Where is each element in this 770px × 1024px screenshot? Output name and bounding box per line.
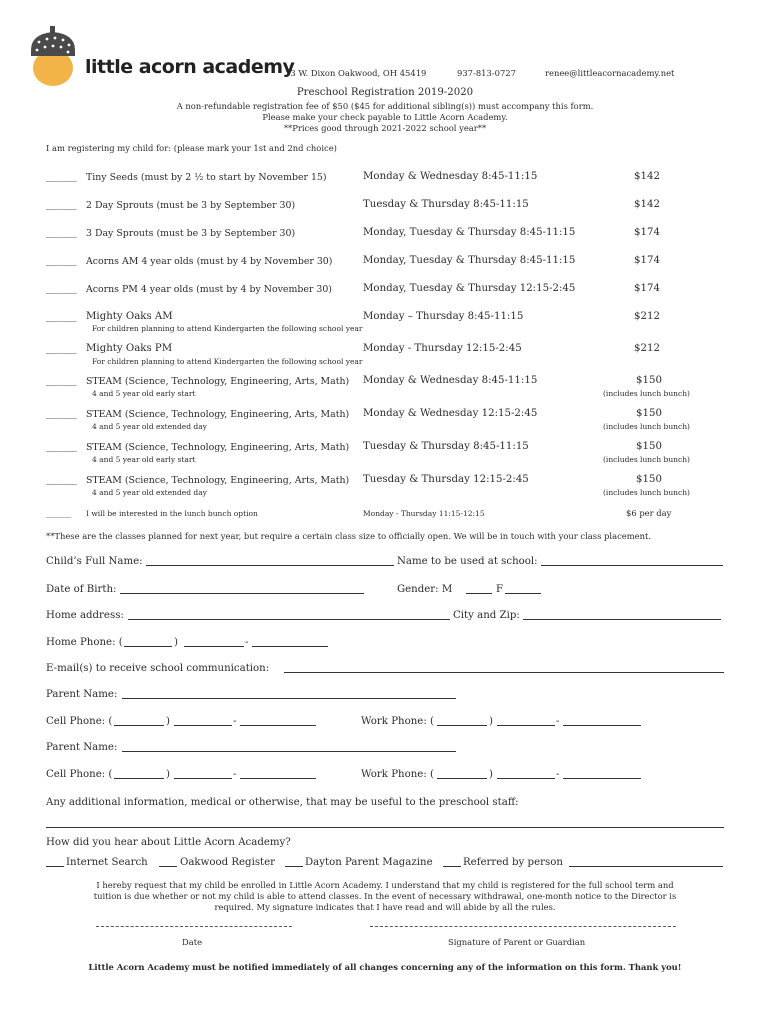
program-blank[interactable]: ______ xyxy=(46,255,77,266)
program-sub: 4 and 5 year old early start xyxy=(92,455,196,464)
program-price-note: (includes lunch bunch) xyxy=(603,422,690,431)
work-phone-prefix-2[interactable] xyxy=(497,769,555,779)
program-blank[interactable]: ______ xyxy=(46,441,77,452)
referred-by-field[interactable] xyxy=(569,857,723,867)
email-label: E-mail(s) to receive school communication: xyxy=(46,663,270,674)
choice-prompt: I am registering my child for: (please mark your 1st and 2nd choice) xyxy=(46,143,337,153)
program-sub: 4 and 5 year old extended day xyxy=(92,488,207,497)
work-phone-label-2: Work Phone: ( xyxy=(361,769,434,780)
classes-note: **These are the classes planned for next year, but require a certain class size to officially open. We will be in touch with your class placement. xyxy=(46,531,652,541)
program-price-note: (includes lunch bunch) xyxy=(603,389,690,398)
program-schedule: Monday - Thursday 12:15-2:45 xyxy=(363,343,522,354)
program-blank[interactable]: ______ xyxy=(46,375,77,386)
cell-phone-line-1[interactable] xyxy=(240,716,316,726)
program-name: 2 Day Sprouts (must be 3 by September 30) xyxy=(86,200,296,211)
program-sub: For children planning to attend Kindergarten the following school year xyxy=(92,324,363,333)
agreement-line-2: tuition is due whether or not my child is able to attend classes. In the event of necessary withdrawal, one-month notice to the Director is xyxy=(93,891,677,901)
referred-label: Referred by person xyxy=(463,857,563,868)
program-price: $174 xyxy=(634,255,660,266)
how-hear-label: How did you hear about Little Acorn Academy? xyxy=(46,837,291,848)
program-name: STEAM (Science, Technology, Engineering, Arts, Math) xyxy=(86,475,350,486)
program-blank[interactable]: ______ xyxy=(46,474,77,485)
cell-phone-label-2: Cell Phone: ( xyxy=(46,769,113,780)
cell-phone-dash-2: - xyxy=(233,769,237,780)
school-name-field[interactable] xyxy=(541,556,723,566)
program-price: $150 xyxy=(636,441,662,452)
program-schedule: Monday & Wednesday 8:45-11:15 xyxy=(363,375,538,386)
school-name-label: Name to be used at school: xyxy=(397,556,538,567)
oakwood-register-label: Oakwood Register xyxy=(180,857,276,868)
program-blank[interactable]: ______ xyxy=(46,408,77,419)
program-price-note: (includes lunch bunch) xyxy=(603,455,690,464)
program-price: $150 xyxy=(636,474,662,485)
program-price: $212 xyxy=(634,311,660,322)
program-price: $174 xyxy=(634,227,660,238)
parent-name-label-2: Parent Name: xyxy=(46,742,118,753)
work-phone-dash-2: - xyxy=(556,769,560,780)
logo-text: little acorn academy xyxy=(85,56,295,78)
program-price: $150 xyxy=(636,375,662,386)
program-sub: 4 and 5 year old early start xyxy=(92,389,196,398)
work-phone-paren-2: ) xyxy=(489,769,493,780)
parent-name-label-1: Parent Name: xyxy=(46,689,118,700)
program-schedule: Tuesday & Thursday 12:15-2:45 xyxy=(363,474,529,485)
work-phone-area-2[interactable] xyxy=(437,769,487,779)
program-price-note: (includes lunch bunch) xyxy=(603,488,690,497)
program-name: Mighty Oaks PM xyxy=(86,343,173,354)
program-name: Acorns PM 4 year olds (must by 4 by November 30) xyxy=(86,284,332,295)
price-note: **Prices good through 2021-2022 school year** xyxy=(283,123,487,133)
gender-m-field[interactable] xyxy=(466,584,492,594)
cell-phone-area-1[interactable] xyxy=(114,716,164,726)
program-schedule: Monday – Thursday 8:45-11:15 xyxy=(363,311,524,322)
acorn-logo-icon xyxy=(27,26,79,88)
lunch-bunch-schedule: Monday - Thursday 11:15-12:15 xyxy=(363,509,485,518)
dayton-parent-label: Dayton Parent Magazine xyxy=(305,857,433,868)
program-name: Tiny Seeds (must by 2 ½ to start by November 15) xyxy=(86,172,327,183)
program-price: $174 xyxy=(634,283,660,294)
lunch-bunch-blank[interactable]: ______ xyxy=(46,508,72,518)
cell-phone-line-2[interactable] xyxy=(240,769,316,779)
program-name: Mighty Oaks AM xyxy=(86,311,173,322)
work-phone-dash-1: - xyxy=(556,716,560,727)
dob-label: Date of Birth: xyxy=(46,584,117,595)
program-schedule: Tuesday & Thursday 8:45-11:15 xyxy=(363,441,529,452)
program-blank[interactable]: ______ xyxy=(46,227,77,238)
program-price: $142 xyxy=(634,199,660,210)
home-address-field[interactable] xyxy=(128,610,450,620)
signature-field[interactable] xyxy=(370,925,676,927)
cell-phone-label-1: Cell Phone: ( xyxy=(46,716,113,727)
work-phone-prefix-1[interactable] xyxy=(497,716,555,726)
internet-search-check[interactable] xyxy=(46,857,64,867)
email: renee@littleacornacademy.net xyxy=(545,68,675,78)
dob-field[interactable] xyxy=(120,584,364,594)
gender-f-field[interactable] xyxy=(505,584,541,594)
phone: 937-813-0727 xyxy=(457,68,516,78)
gender-label: Gender: M xyxy=(397,584,453,595)
child-name-field[interactable] xyxy=(146,556,394,566)
home-phone-line[interactable] xyxy=(252,637,328,647)
cell-phone-prefix-1[interactable] xyxy=(174,716,232,726)
program-schedule: Monday, Tuesday & Thursday 12:15-2:45 xyxy=(363,283,576,294)
work-phone-area-1[interactable] xyxy=(437,716,487,726)
program-name: STEAM (Science, Technology, Engineering, Arts, Math) xyxy=(86,442,350,453)
agreement-line-1: I hereby request that my child be enrolled in Little Acorn Academy. I understand that my child is registered for the full school term and xyxy=(96,880,674,890)
program-sub: For children planning to attend Kindergarten the following school year xyxy=(92,357,363,366)
address: 33 W. Dixon Oakwood, OH 45419 xyxy=(285,68,427,78)
signature-label: Signature of Parent or Guardian xyxy=(448,937,586,947)
home-phone-label: Home Phone: ( xyxy=(46,637,123,648)
program-schedule: Monday & Wednesday 12:15-2:45 xyxy=(363,408,538,419)
email-field[interactable] xyxy=(284,663,724,673)
program-name: STEAM (Science, Technology, Engineering, Arts, Math) xyxy=(86,376,350,387)
program-schedule: Monday, Tuesday & Thursday 8:45-11:15 xyxy=(363,255,576,266)
work-phone-paren-1: ) xyxy=(489,716,493,727)
home-phone-area[interactable] xyxy=(124,637,172,647)
cell-phone-paren-2: ) xyxy=(166,769,170,780)
city-zip-label: City and Zip: xyxy=(453,610,520,621)
lunch-bunch-price: $6 per day xyxy=(626,508,672,518)
page-title: Preschool Registration 2019-2020 xyxy=(296,87,474,98)
program-sub: 4 and 5 year old extended day xyxy=(92,422,207,431)
program-blank[interactable]: ______ xyxy=(46,171,77,182)
child-name-label: Child’s Full Name: xyxy=(46,556,143,567)
internet-search-label: Internet Search xyxy=(66,857,148,868)
program-name: STEAM (Science, Technology, Engineering, Arts, Math) xyxy=(86,409,350,420)
program-name: Acorns AM 4 year olds (must by 4 by November 30) xyxy=(86,256,333,267)
oakwood-register-check[interactable] xyxy=(159,857,177,867)
parent-name-field-1[interactable] xyxy=(122,689,456,699)
check-note: Please make your check payable to Little Acorn Academy. xyxy=(262,112,508,122)
fee-note: A non-refundable registration fee of $50 ($45 for additional sibling(s)) must accompany this form. xyxy=(176,101,594,111)
work-phone-label-1: Work Phone: ( xyxy=(361,716,434,727)
home-phone-dash: - xyxy=(245,637,249,648)
additional-info-label: Any additional information, medical or otherwise, that may be useful to the preschool staff: xyxy=(46,797,519,808)
city-zip-field[interactable] xyxy=(523,610,721,620)
home-address-label: Home address: xyxy=(46,610,124,621)
gender-f-label: F xyxy=(496,584,504,595)
parent-name-field-2[interactable] xyxy=(122,742,456,752)
agreement-line-3: required. My signature indicates that I have read and will abide by all the rules. xyxy=(214,902,556,912)
program-schedule: Monday & Wednesday 8:45-11:15 xyxy=(363,171,538,182)
program-blank[interactable]: ______ xyxy=(46,283,77,294)
cell-phone-area-2[interactable] xyxy=(114,769,164,779)
additional-info-field[interactable] xyxy=(46,818,724,828)
program-name: 3 Day Sprouts (must be 3 by September 30) xyxy=(86,228,296,239)
footer-notice: Little Acorn Academy must be notified immediately of all changes concerning any of the information on this form. Thank you! xyxy=(88,962,682,972)
program-blank[interactable]: ______ xyxy=(46,199,77,210)
referred-check[interactable] xyxy=(443,857,461,867)
lunch-bunch-label: I will be interested in the lunch bunch option xyxy=(86,509,258,518)
program-schedule: Monday, Tuesday & Thursday 8:45-11:15 xyxy=(363,227,576,238)
program-price: $212 xyxy=(634,343,660,354)
date-label: Date xyxy=(182,937,203,947)
work-phone-line-2[interactable] xyxy=(563,769,641,779)
program-blank[interactable]: ______ xyxy=(46,343,77,354)
dayton-parent-check[interactable] xyxy=(285,857,303,867)
cell-phone-dash-1: - xyxy=(233,716,237,727)
program-blank[interactable]: ______ xyxy=(46,311,77,322)
work-phone-line-1[interactable] xyxy=(563,716,641,726)
cell-phone-paren-1: ) xyxy=(166,716,170,727)
home-phone-prefix[interactable] xyxy=(184,637,244,647)
date-field[interactable] xyxy=(96,925,292,927)
program-price: $142 xyxy=(634,171,660,182)
home-phone-paren: ) xyxy=(174,637,178,648)
program-price: $150 xyxy=(636,408,662,419)
program-schedule: Tuesday & Thursday 8:45-11:15 xyxy=(363,199,529,210)
cell-phone-prefix-2[interactable] xyxy=(174,769,232,779)
